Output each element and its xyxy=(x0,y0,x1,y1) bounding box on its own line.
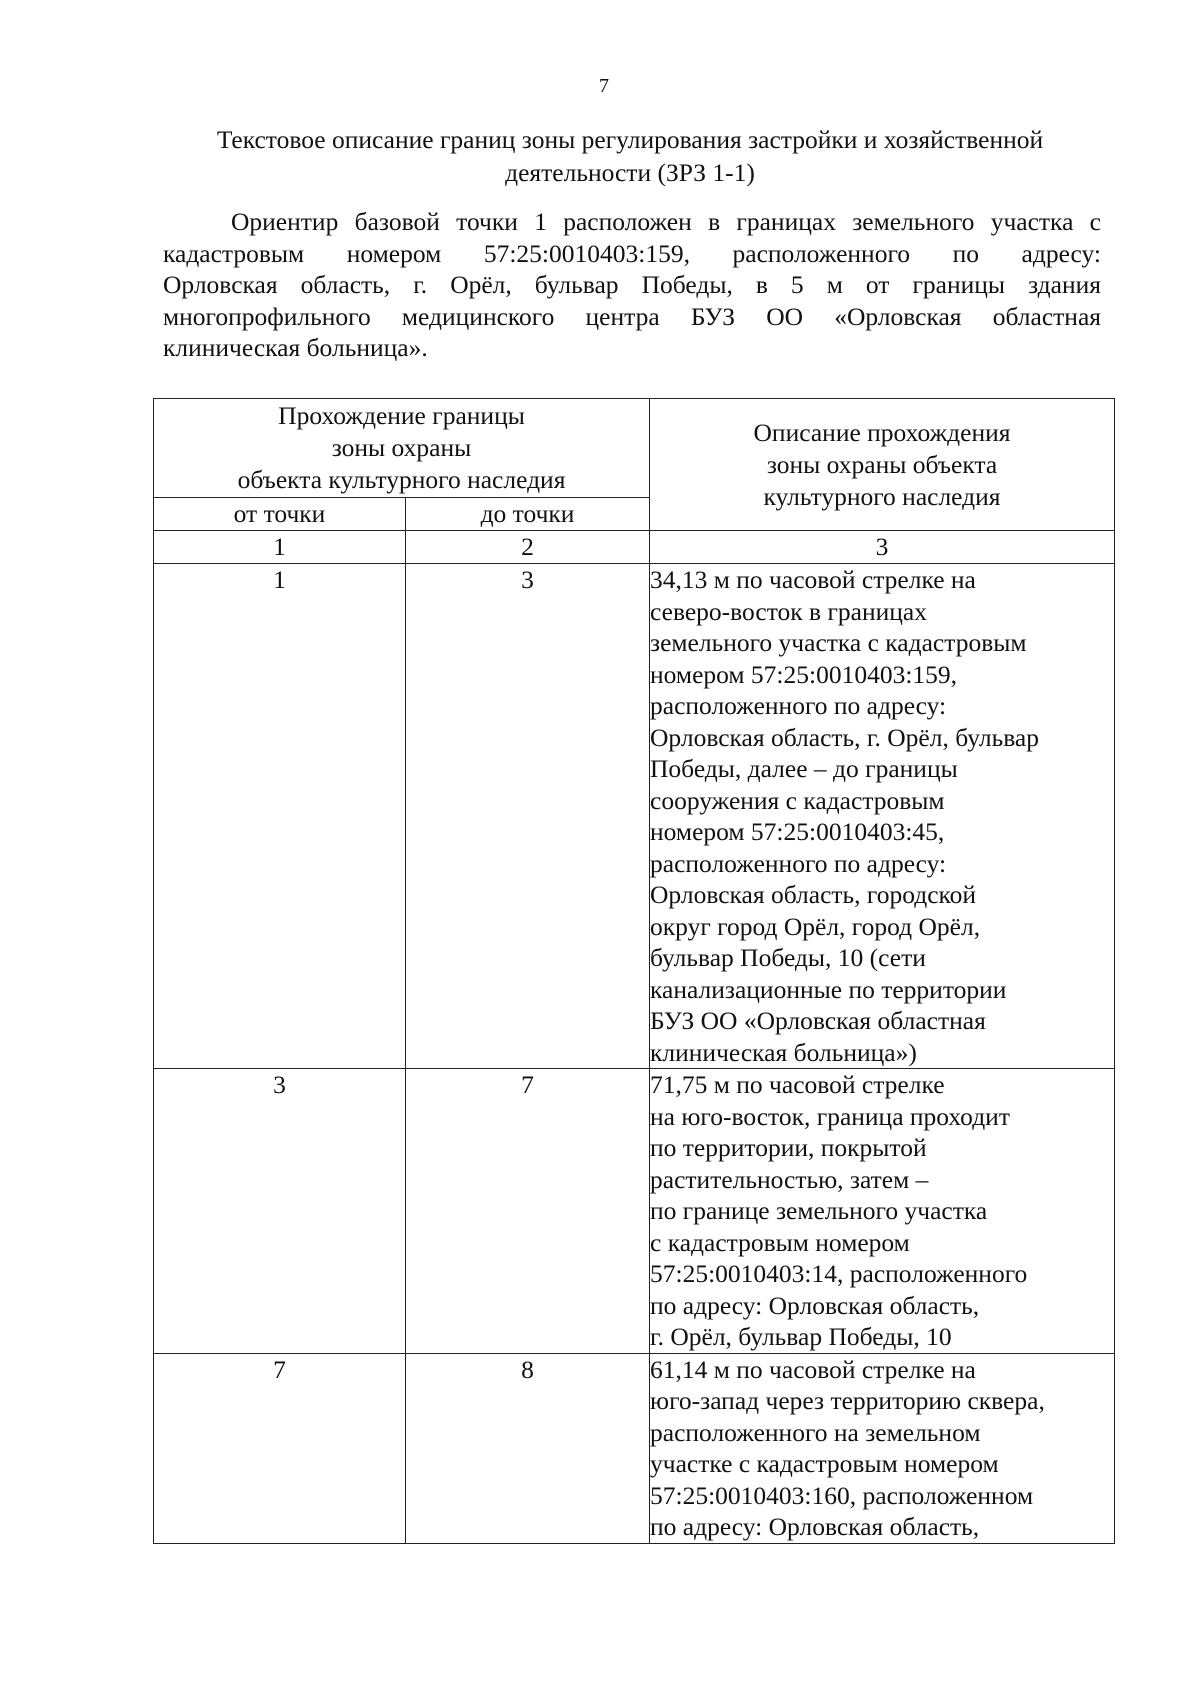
to-point-cell: 3 xyxy=(406,564,650,1069)
intro-line: Ориентир базовой точки 1 расположен в границах земельного участка с xyxy=(231,207,1101,236)
header-from-point: от точки xyxy=(154,498,406,531)
column-number: 1 xyxy=(154,531,406,564)
table-row xyxy=(154,1069,1115,1354)
description-cell xyxy=(650,1069,1115,1354)
header-line: зоны охраны объекта xyxy=(766,449,998,479)
description-line: юго-запад через территорию сквера, xyxy=(650,1386,1045,1415)
description-line: 71,75 м по часовой стрелке xyxy=(650,1070,945,1099)
page-number: 7 xyxy=(599,75,609,97)
description-line: 57:25:0010403:160, расположенном xyxy=(650,1480,1034,1510)
header-boundary-passage xyxy=(154,399,650,498)
description-cell xyxy=(650,564,1115,1069)
from-point-cell: 1 xyxy=(154,564,406,1069)
description-line: участке с кадастровым номером xyxy=(650,1449,999,1478)
from-point-cell: 7 xyxy=(154,1353,406,1543)
description-line: 57:25:0010403:14, расположенного xyxy=(650,1259,1028,1288)
intro-line: кадастровым номером 57:25:0010403:159, расположенного по адресу: xyxy=(163,238,1101,268)
description-line: северо-восток в границах xyxy=(650,596,928,626)
boundary-table xyxy=(153,398,1115,1544)
description-line: Победы, далее – до границы xyxy=(650,754,958,783)
description-line: БУЗ ОО «Орловская областная xyxy=(650,1006,986,1035)
description-line: 34,13 м по часовой стрелке на xyxy=(650,565,976,594)
to-point-cell: 8 xyxy=(406,1353,650,1543)
description-line: по границе земельного участка xyxy=(650,1196,988,1225)
intro-line: клиническая больница». xyxy=(163,333,428,362)
description-line: по адресу: Орловская область, xyxy=(650,1512,980,1541)
description-line: клиническая больница») xyxy=(650,1037,917,1067)
description-line: 61,14 м по часовой стрелке на xyxy=(650,1354,976,1384)
description-line: бульвар Победы, 10 (сети xyxy=(650,943,926,972)
description-line: округ город Орёл, город Орёл, xyxy=(650,911,981,941)
description-line: расположенного по адресу: xyxy=(650,691,947,720)
header-line: Прохождение границы xyxy=(278,401,525,430)
description-line: расположенного по адресу: xyxy=(650,848,947,878)
document-title xyxy=(150,123,1110,189)
description-line: по территории, покрытой xyxy=(650,1133,927,1162)
column-number: 3 xyxy=(650,531,1115,564)
title-line: Текстовое описание границ зоны регулирования застройки и хозяйственной xyxy=(216,125,1044,154)
header-description xyxy=(650,399,1115,531)
intro-line: многопрофильного медицинского центра БУЗ ОО «Орловская областная xyxy=(163,301,1101,331)
description-line: Орловская область, городской xyxy=(650,880,977,909)
description-line: г. Орёл, бульвар Победы, 10 xyxy=(650,1322,952,1351)
description-line: Орловская область, г. Орёл, бульвар xyxy=(650,722,1039,752)
column-number: 2 xyxy=(406,531,650,564)
table-row xyxy=(154,1353,1115,1543)
header-to-point: до точки xyxy=(406,498,650,531)
description-line: номером 57:25:0010403:159, xyxy=(650,659,958,689)
table-row xyxy=(154,564,1115,1069)
intro-paragraph xyxy=(163,206,1101,364)
description-line: земельного участка с кадастровым xyxy=(650,628,1027,657)
description-line: расположенного на земельном xyxy=(650,1417,981,1447)
description-cell xyxy=(650,1353,1115,1543)
from-point-cell: 3 xyxy=(154,1069,406,1354)
description-line: с кадастровым номером xyxy=(650,1227,910,1257)
description-line: растительностью, затем – xyxy=(650,1164,929,1194)
to-point-cell: 7 xyxy=(406,1069,650,1354)
header-line: культурного наследия xyxy=(763,481,1001,511)
description-line: канализационные по территории xyxy=(650,974,1007,1004)
description-line: по адресу: Орловская область, xyxy=(650,1290,980,1320)
description-line: сооружения с кадастровым xyxy=(650,785,945,815)
title-line: деятельности (ЗРЗ 1-1) xyxy=(505,158,755,187)
intro-line: Орловская область, г. Орёл, бульвар Победы, в 5 м от границы здания xyxy=(163,270,1101,299)
header-line: Описание прохождения xyxy=(753,417,1011,447)
header-line: зоны охраны xyxy=(331,433,472,462)
description-line: номером 57:25:0010403:45, xyxy=(650,817,945,846)
description-line: на юго-восток, граница проходит xyxy=(650,1101,1010,1131)
header-line: объекта культурного наследия xyxy=(237,465,566,494)
